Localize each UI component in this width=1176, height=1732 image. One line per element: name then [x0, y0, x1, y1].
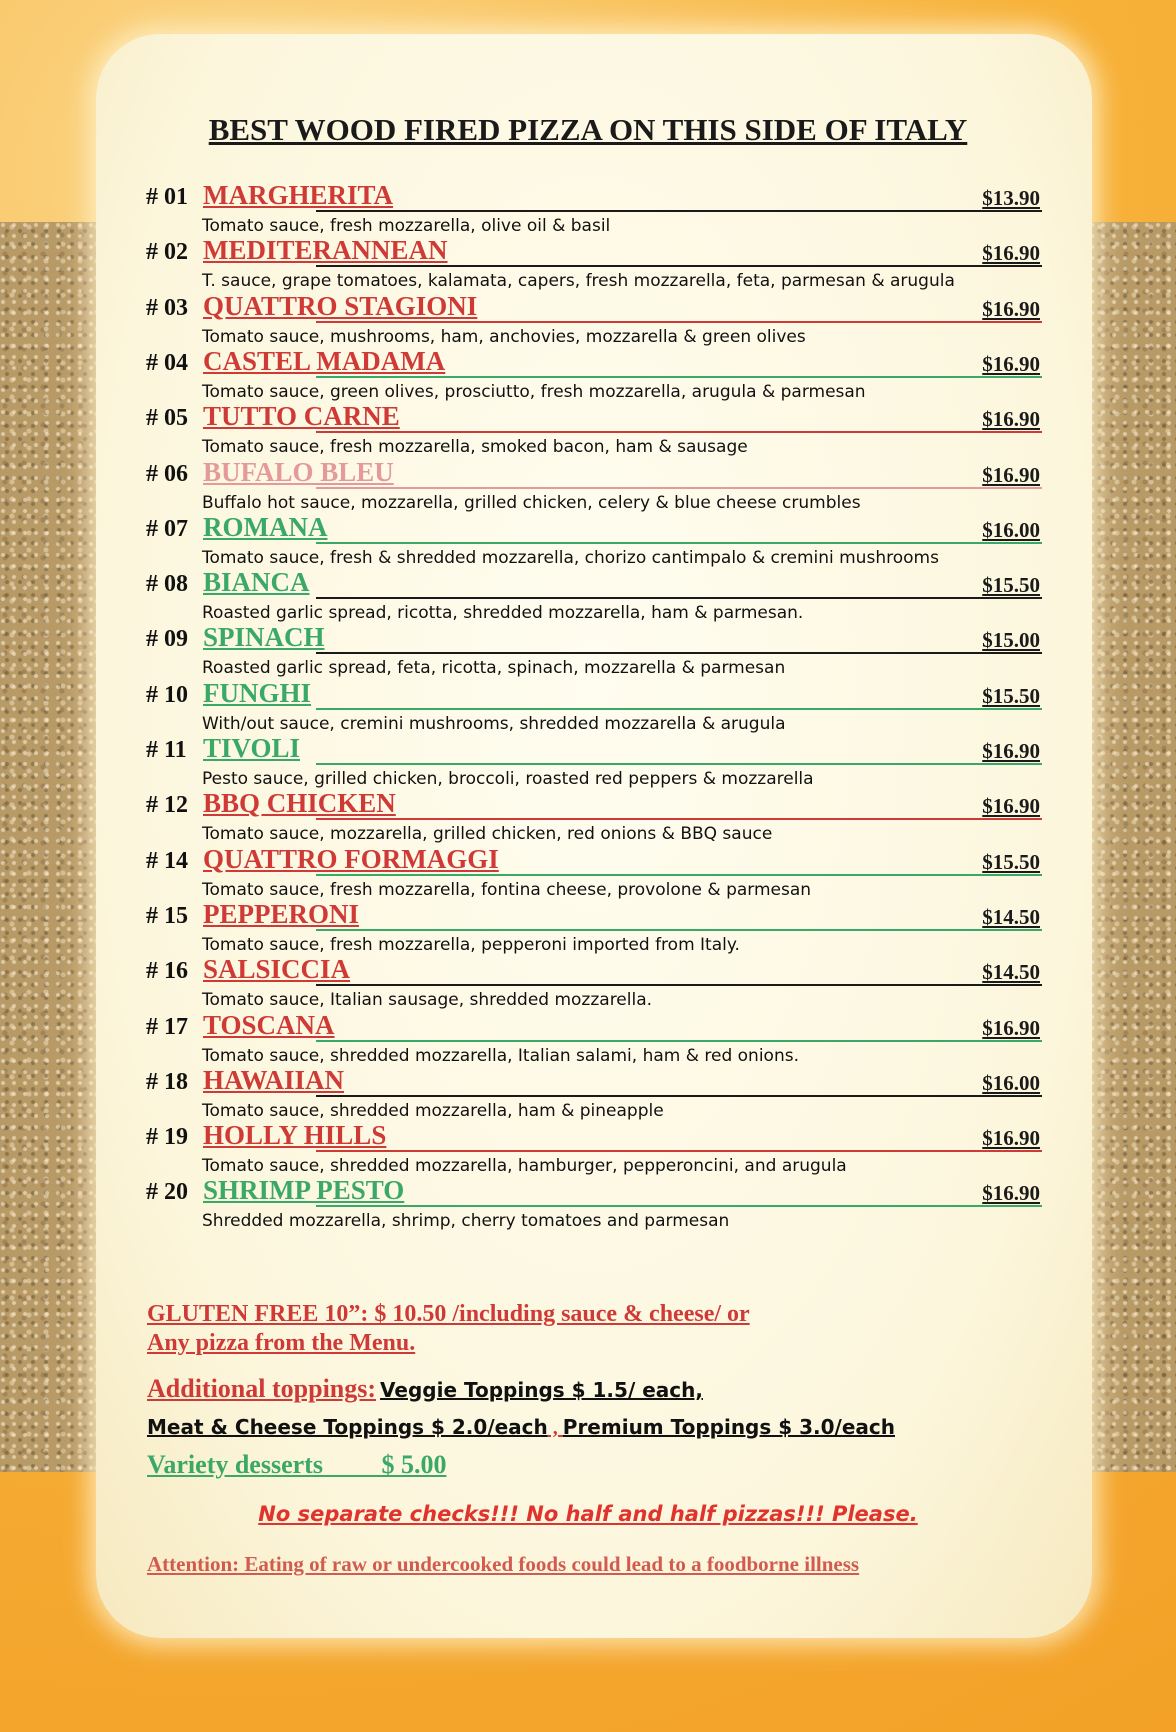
item-description: T. sauce, grape tomatoes, kalamata, capers, fresh mozzarella, feta, parmesan & arugula — [202, 271, 955, 292]
item-description: Buffalo hot sauce, mozzarella, grilled chicken, celery & blue cheese crumbles — [202, 492, 861, 513]
item-price: $14.50 — [982, 904, 1040, 929]
item-leader-line — [316, 321, 1042, 323]
gluten-free-line-2: Any pizza from the Menu. — [147, 1330, 416, 1356]
menu-item — [146, 1064, 1042, 1123]
item-name: ROMANA — [203, 511, 328, 542]
item-description: Tomato sauce, shredded mozzarella, hamburger, pepperoncini, and arugula — [202, 1156, 847, 1177]
menu-item — [146, 677, 1042, 736]
item-description: Tomato sauce, fresh mozzarella, pepperoni imported from Italy. — [202, 934, 740, 955]
menu-item — [146, 1009, 1042, 1068]
item-leader-line — [316, 763, 1042, 765]
item-name: TOSCANA — [203, 1009, 335, 1040]
menu-item — [146, 735, 1042, 791]
item-description: Tomato sauce, green olives, prosciutto, fresh mozzarella, arugula & parmesan — [202, 381, 866, 402]
item-price: $16.90 — [982, 739, 1040, 763]
item-name: SALSICCIA — [203, 954, 351, 985]
item-description: Pesto sauce, grilled chicken, broccoli, roasted red peppers & mozzarella — [202, 769, 814, 789]
item-leader-line — [316, 431, 1042, 433]
item-price: $16.00 — [982, 1070, 1040, 1095]
item-price: $13.90 — [982, 186, 1040, 210]
menu-item — [146, 843, 1042, 902]
item-name: BBQ CHICKEN — [203, 788, 396, 819]
item-leader-line — [316, 708, 1042, 710]
item-number: # 03 — [146, 294, 188, 321]
menu-item — [146, 1122, 1042, 1178]
item-name: SPINACH — [203, 622, 325, 653]
item-price: $16.90 — [982, 1126, 1040, 1151]
item-number: # 19 — [146, 1124, 188, 1151]
item-leader-line — [316, 929, 1042, 931]
premium-toppings-price: Premium Toppings $ 3.0/each — [562, 1415, 896, 1439]
meat-cheese-toppings-price: Meat & Cheese Toppings $ 2.0/each — [147, 1415, 548, 1439]
item-leader-line — [316, 597, 1042, 599]
item-name: QUATTRO STAGIONI — [203, 290, 478, 321]
item-number: # 06 — [146, 460, 188, 487]
menu-item — [146, 456, 1042, 515]
item-price: $16.90 — [982, 462, 1040, 487]
item-name: TUTTO CARNE — [203, 401, 400, 432]
item-leader-line — [316, 652, 1042, 654]
item-description: Roasted garlic spread, ricotta, shredded mozzarella, ham & parmesan. — [202, 603, 804, 624]
item-leader-line — [316, 1040, 1042, 1042]
item-description: Roasted garlic spread, feta, ricotta, spinach, mozzarella & parmesan — [202, 658, 786, 679]
menu-item — [146, 237, 1042, 293]
item-leader-line — [316, 1205, 1042, 1207]
item-name: QUATTRO FORMAGGI — [203, 843, 499, 874]
item-leader-line — [316, 1150, 1042, 1152]
gluten-free-note — [147, 1300, 1047, 1358]
item-description: Tomato sauce, Italian sausage, shredded mozzarella. — [202, 990, 653, 1011]
item-leader-line — [316, 542, 1042, 544]
item-price: $15.50 — [982, 573, 1040, 598]
item-price: $15.50 — [982, 849, 1040, 874]
item-price: $16.90 — [982, 407, 1040, 432]
menu-item — [146, 1177, 1042, 1233]
item-leader-line — [316, 210, 1042, 212]
item-name: SHRIMP PESTO — [203, 1175, 405, 1206]
item-leader-line — [316, 874, 1042, 876]
item-leader-line — [316, 818, 1042, 820]
item-description: Shredded mozzarella, shrimp, cherry tomatoes and parmesan — [202, 1211, 730, 1232]
menu-item — [146, 956, 1042, 1012]
veggie-toppings-price: Veggie Toppings $ 1.5/ each, — [380, 1378, 703, 1402]
item-name: MEDITERANNEAN — [203, 235, 448, 266]
toppings-separator: , — [547, 1417, 563, 1439]
item-price: $16.90 — [982, 1015, 1040, 1040]
menu-item — [146, 569, 1042, 625]
menu-item — [146, 624, 1042, 680]
item-price: $16.90 — [982, 351, 1040, 376]
item-name: HAWAIIAN — [203, 1064, 345, 1095]
menu-item — [146, 511, 1042, 570]
item-leader-line — [316, 1095, 1042, 1097]
item-price: $16.00 — [982, 517, 1040, 542]
item-number: # 20 — [146, 1179, 188, 1206]
item-leader-line — [316, 984, 1042, 986]
menu-item — [146, 790, 1042, 846]
item-name: BIANCA — [203, 567, 310, 598]
item-description: Tomato sauce, fresh mozzarella, olive oil & basil — [202, 216, 611, 236]
item-number: # 08 — [146, 571, 188, 598]
item-number: # 05 — [146, 405, 188, 432]
item-name: MARGHERITA — [203, 180, 394, 210]
item-description: Tomato sauce, fresh & shredded mozzarella, chorizo cantimpalo & cremini mushrooms — [202, 547, 939, 568]
item-description: Tomato sauce, shredded mozzarella, ham & pineapple — [202, 1100, 664, 1121]
item-number: # 11 — [146, 737, 187, 763]
menu-item — [146, 898, 1042, 957]
gluten-free-line-1: GLUTEN FREE 10”: $ 10.50 /including sauce & cheese/ or — [147, 1301, 750, 1327]
item-number: # 07 — [146, 515, 188, 542]
menu-item — [146, 403, 1042, 459]
item-leader-line — [316, 376, 1042, 378]
item-number: # 09 — [146, 626, 188, 653]
menu-headline: BEST WOOD FIRED PIZZA ON THIS SIDE OF ITALY — [208, 112, 968, 147]
item-description: Tomato sauce, mozzarella, grilled chicken, red onions & BBQ sauce — [202, 824, 773, 845]
food-safety-notice: Attention: Eating of raw or undercooked foods could lead to a foodborne illness — [147, 1552, 860, 1576]
item-number: # 12 — [146, 792, 188, 819]
item-name: FUNGHI — [203, 677, 311, 708]
menu-item — [146, 345, 1042, 404]
item-number: # 14 — [146, 847, 188, 874]
item-description: Tomato sauce, shredded mozzarella, Italian salami, ham & red onions. — [202, 1045, 799, 1066]
menu-item — [146, 182, 1042, 238]
item-price: $16.90 — [982, 1181, 1040, 1206]
item-name: CASTEL MADAMA — [203, 345, 446, 376]
item-number: # 04 — [146, 349, 188, 376]
item-name: PEPPERONI — [203, 898, 360, 929]
item-description: Tomato sauce, mushrooms, ham, anchovies, mozzarella & green olives — [202, 326, 806, 347]
item-price: $14.50 — [982, 960, 1040, 985]
checks-warning: No separate checks!!! No half and half pizzas!!! Please. — [258, 1502, 918, 1526]
additional-toppings-label: Additional toppings: — [147, 1374, 377, 1403]
item-number: # 16 — [146, 958, 188, 985]
item-name: TIVOLI — [203, 733, 300, 763]
item-number: # 17 — [146, 1013, 188, 1040]
item-description: Tomato sauce, fresh mozzarella, smoked bacon, ham & sausage — [202, 437, 748, 458]
item-number: # 01 — [146, 184, 188, 210]
item-price: $16.90 — [982, 794, 1040, 819]
item-price: $15.00 — [982, 628, 1040, 653]
menu-item — [146, 290, 1042, 349]
item-leader-line — [316, 487, 1042, 489]
item-leader-line — [316, 265, 1042, 267]
item-number: # 02 — [146, 239, 188, 266]
item-number: # 10 — [146, 681, 188, 708]
item-name: BUFALO BLEU — [203, 456, 394, 487]
item-description: Tomato sauce, fresh mozzarella, fontina cheese, provolone & parmesan — [202, 879, 812, 900]
item-price: $16.90 — [982, 296, 1040, 321]
desserts-price: Variety desserts $ 5.00 — [147, 1450, 447, 1479]
item-name: HOLLY HILLS — [203, 1120, 387, 1151]
item-number: # 15 — [146, 902, 188, 929]
item-price: $15.50 — [982, 683, 1040, 708]
item-number: # 18 — [146, 1068, 188, 1095]
item-price: $16.90 — [982, 241, 1040, 266]
additional-toppings — [147, 1372, 1047, 1447]
item-description: With/out sauce, cremini mushrooms, shredded mozzarella & arugula — [202, 713, 786, 734]
